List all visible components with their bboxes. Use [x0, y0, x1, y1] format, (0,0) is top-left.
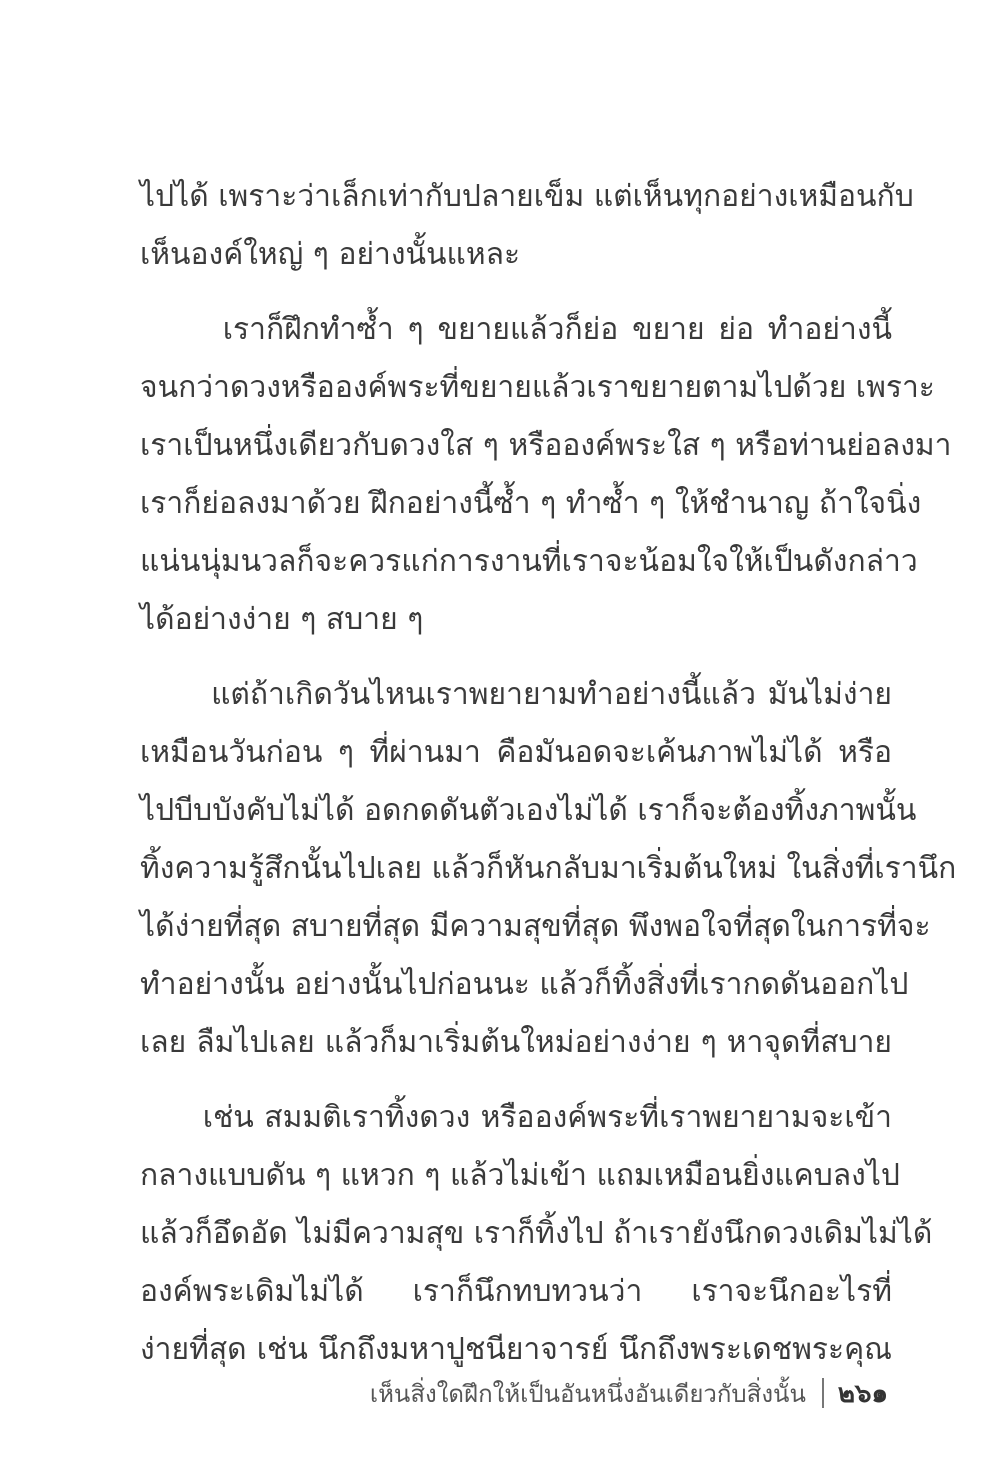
running-title: เห็นสิ่งใดฝึกให้เป็นอันหนึ่งอันเดียวกับสิ่งนั้น: [369, 1379, 806, 1408]
text-line: ได้ง่ายที่สุด สบายที่สุด มีความสุขที่สุด พึงพอใจที่สุดในการที่จะ: [140, 909, 931, 944]
text-line: เหมือนวันก่อน ๆ ที่ผ่านมา คือมันอดจะเค้นภาพไม่ได้ หรือ: [140, 735, 892, 770]
text-line: ง่ายที่สุด เช่น นึกถึงมหาปูชนียาจารย์ นึกถึงพระเดชพระคุณ: [140, 1332, 892, 1367]
text-line: แน่นนุ่มนวลก็จะควรแก่การงานที่เราจะน้อมใจให้เป็นดังกล่าว: [140, 544, 918, 579]
footer-divider: [822, 1378, 824, 1408]
paragraph-3: [140, 666, 957, 1072]
text-line: แต่ถ้าเกิดวันไหนเราพยายามทำอย่างนี้แล้ว มันไม่ง่าย: [140, 677, 892, 712]
text-line: จนกว่าดวงหรือองค์พระที่ขยายแล้วเราขยายตามไปด้วย เพราะ: [140, 370, 935, 405]
text-line: องค์พระเดิมไม่ได้ เราก็นึกทบทวนว่า เราจะนึกอะไรที่: [140, 1274, 892, 1309]
paragraph-1: [140, 168, 914, 284]
page-footer: [370, 1371, 888, 1415]
text-line: ไปบีบบังคับไม่ได้ อดกดดันตัวเองไม่ได้ เราก็จะต้องทิ้งภาพนั้น: [140, 793, 917, 828]
text-line: เช่น สมมติเราทิ้งดวง หรือองค์พระที่เราพยายามจะเข้า: [140, 1100, 892, 1135]
text-line: ทิ้งความรู้สึกนั้นไปเลย แล้วก็หันกลับมาเริ่มต้นใหม่ ในสิ่งที่เรานึก: [140, 851, 957, 886]
text-line: แล้วก็อึดอัด ไม่มีความสุข เราก็ทิ้งไป ถ้าเรายังนึกดวงเดิมไม่ได้: [140, 1216, 933, 1251]
text-line: เราก็ย่อลงมาด้วย ฝึกอย่างนี้ซ้ำ ๆ ทำซ้ำ ๆ ให้ชำนาญ ถ้าใจนิ่ง: [140, 486, 922, 521]
body-text: [140, 168, 957, 1379]
text-line: เราเป็นหนึ่งเดียวกับดวงใส ๆ หรือองค์พระใส ๆ หรือท่านย่อลงมา: [140, 428, 952, 463]
text-line: เลย ลืมไปเลย แล้วก็มาเริ่มต้นใหม่อย่างง่าย ๆ หาจุดที่สบาย: [140, 1025, 892, 1060]
paragraph-2: [140, 301, 952, 649]
text-line: ไปได้ เพราะว่าเล็กเท่ากับปลายเข็ม แต่เห็นทุกอย่างเหมือนกับ: [140, 179, 914, 214]
text-line: เราก็ฝึกทำซ้ำ ๆ ขยายแล้วก็ย่อ ขยาย ย่อ ทำอย่างนี้: [140, 312, 892, 347]
text-line: ได้อย่างง่าย ๆ สบาย ๆ: [140, 602, 424, 637]
text-line: กลางแบบดัน ๆ แหวก ๆ แล้วไม่เข้า แถมเหมือนยิ่งแคบลงไป: [140, 1158, 900, 1193]
text-line: ทำอย่างนั้น อย่างนั้นไปก่อนนะ แล้วก็ทิ้งสิ่งที่เรากดดันออกไป: [140, 967, 909, 1002]
page-number: ๒๖๑: [837, 1378, 888, 1409]
text-line: เห็นองค์ใหญ่ ๆ อย่างนั้นแหละ: [140, 237, 521, 272]
paragraph-4: [140, 1089, 933, 1379]
